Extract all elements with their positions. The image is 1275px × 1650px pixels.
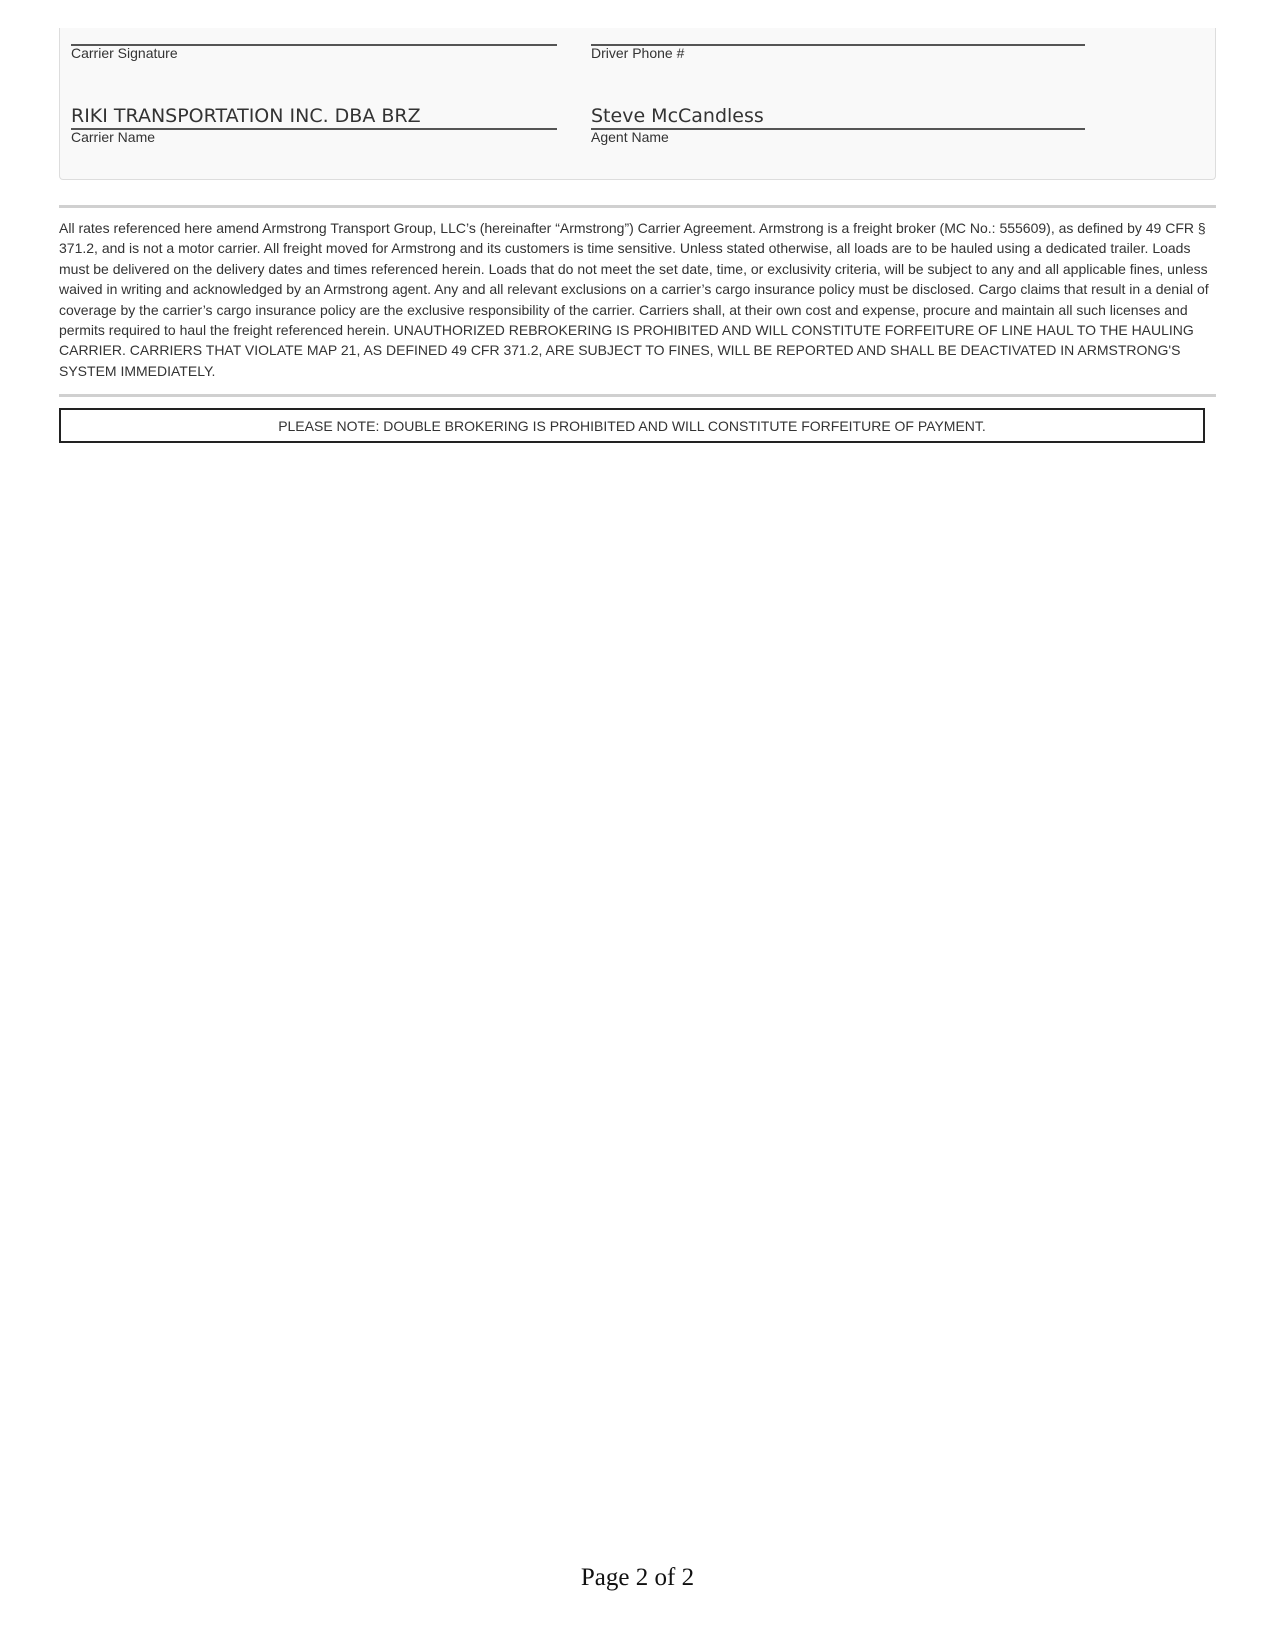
carrier-name-field[interactable] bbox=[71, 98, 557, 145]
agent-name-field[interactable] bbox=[591, 98, 1085, 145]
double-brokering-notice bbox=[59, 408, 1205, 443]
driver-phone-label: Driver Phone # bbox=[591, 45, 685, 61]
carrier-name-label: Carrier Name bbox=[71, 129, 156, 145]
carrier-signature-field[interactable] bbox=[71, 28, 557, 61]
carrier-name-value: RIKI TRANSPORTATION INC. DBA BRZ bbox=[71, 105, 421, 127]
notice-text: PLEASE NOTE: DOUBLE BROKERING IS PROHIBITED AND WILL CONSTITUTE FORFEITURE OF PAYMENT. bbox=[278, 417, 986, 434]
agent-name-label: Agent Name bbox=[591, 129, 669, 145]
divider-top bbox=[59, 205, 1216, 208]
divider-bottom bbox=[59, 394, 1216, 397]
page-number: Page 2 of 2 bbox=[580, 1564, 695, 1591]
signature-section bbox=[59, 28, 1216, 180]
driver-phone-field[interactable] bbox=[591, 28, 1085, 61]
carrier-signature-label: Carrier Signature bbox=[71, 45, 178, 61]
agent-name-value: Steve McCandless bbox=[591, 105, 764, 127]
terms-paragraph: All rates referenced here amend Armstrong Transport Group, LLC’s (hereinafter “Armstrong”) Carrier Agreement. Armstrong is a freight broker (MC No.: 555609), as defined by 49 CFR § 371.2, and is not a motor carrier. All freight moved for Armstrong and its customers is time sensitive. Unless stated otherwise, all loads are to be hauled using a dedicated trailer. Loads must be delivered on the delivery dates and times referenced herein. Loads that do not meet the set date, time, or exclusivity criteria, will be subject to any and all applicable fines, unless waived in writing and acknowledged by an Armstrong agent. Any and all relevant exclusions on a carrier’s cargo insurance policy must be disclosed. Cargo claims that result in a denial of coverage by the carrier’s cargo insurance policy are the exclusive responsibility of the carrier. Carriers shall, at their own cost and expense, procure and maintain all such licenses and permits required to haul the freight referenced herein. UNAUTHORIZED REBROKERING IS PROHIBITED AND WILL CONSTITUTE FORFEITURE OF LINE HAUL TO THE HAULING CARRIER. CARRIERS THAT VIOLATE MAP 21, AS DEFINED 49 CFR 371.2, ARE SUBJECT TO FINES, WILL BE REPORTED AND SHALL BE DEACTIVATED IN ARMSTRONG'S SYSTEM IMMEDIATELY. bbox=[59, 220, 1209, 379]
